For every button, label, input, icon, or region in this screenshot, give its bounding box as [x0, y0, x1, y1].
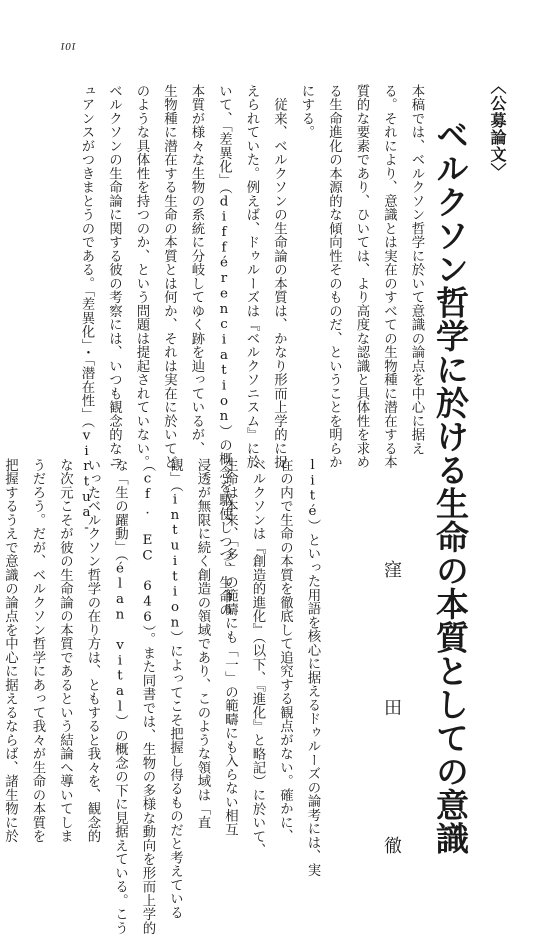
page-number: 101	[60, 40, 77, 52]
text-line: 本稿では、ベルクソン哲学に於いて意識の論点を中心に据え	[409, 84, 424, 456]
text-line: （cf. EC 646）。また同書では、生物の多様な動向を形而上学的	[140, 458, 155, 935]
author-char-3: 徹	[381, 836, 402, 854]
text-line: 在の内で生命の本質を徹底して追究する観点がない。確かに、	[277, 458, 293, 843]
text-line: な次元こそが彼の生命論の本質であるという結論へ導いてしま	[57, 458, 73, 843]
text-line: 観」（intuition）によってこそ把握し得るものだと考えている	[167, 458, 183, 920]
text-line: lité）といった用語を核心に据えるドゥルーズの論考には、実	[305, 458, 320, 877]
author-char-1: 窪	[381, 560, 402, 578]
text-line: のような具体性を持つのか、という問題は提起されていない。	[134, 84, 149, 469]
text-line: る。それにより、意識とは実在のすべての生物種に潜在する本	[381, 84, 397, 469]
text-line: 生物種に潜在する生命の本質とは何か、それは実在に於いてど	[161, 84, 177, 469]
text-line: ベルクソンの生命論に関する彼の考察には、いつも観念的なニ	[106, 84, 122, 469]
text-line: ベルクソンは『創造的進化』（以下、『進化』と略記）に於いて、	[250, 458, 265, 858]
author-name	[381, 560, 404, 854]
text-line: にする。	[299, 84, 314, 139]
body-text-upper	[36, 84, 430, 618]
text-line: 浸透が無限に続く創造の領域であり、このような領域は「直	[195, 458, 210, 830]
text-line: 質的な要素であり、ひいては、より高度な認識と具体性を求め	[354, 84, 369, 469]
body-text-lower	[2, 458, 326, 935]
text-line: いったベルクソン哲学の在り方は、ともすると我々を、観念的	[85, 458, 100, 843]
article-title: ベルクソン哲学に於ける生命の本質としての意識	[431, 118, 470, 855]
text-line: る生命進化の本源的な傾向性そのものだ、ということを明らか	[326, 84, 342, 469]
text-line: うだろう。だが、ベルクソン哲学にあって我々が生命の本質を	[30, 458, 45, 843]
text-line: 従来、ベルクソンの生命論の本質は、かなり形而上学的に捉	[271, 84, 287, 469]
text-line: いて、「差異化」（différenciation）の概念を駆使しつつ、生命の	[216, 84, 232, 618]
text-line: 把握するうえで意識の論点を中心に据えるならば、諸生物に於	[2, 458, 18, 843]
text-line: えられていた。例えば、ドゥルーズは『ベルクソニスム』に於	[244, 84, 259, 469]
text-line: 本質が様々な生物の系統に分岐してゆく跡を辿っているが、	[189, 84, 204, 456]
text-line: 生命は本来、「多」の範疇にも「一」の範疇にも入らない相互	[222, 458, 238, 837]
article-category: 〈公募論文〉	[488, 78, 507, 180]
author-char-2: 田	[381, 698, 402, 716]
text-line: ュアンスがつきまとうのである。「差異化」・「潜在性」（virtua-	[79, 84, 94, 536]
text-line: な「生の躍動」（élan vital）の概念の下に見据えている。こう	[112, 458, 128, 935]
